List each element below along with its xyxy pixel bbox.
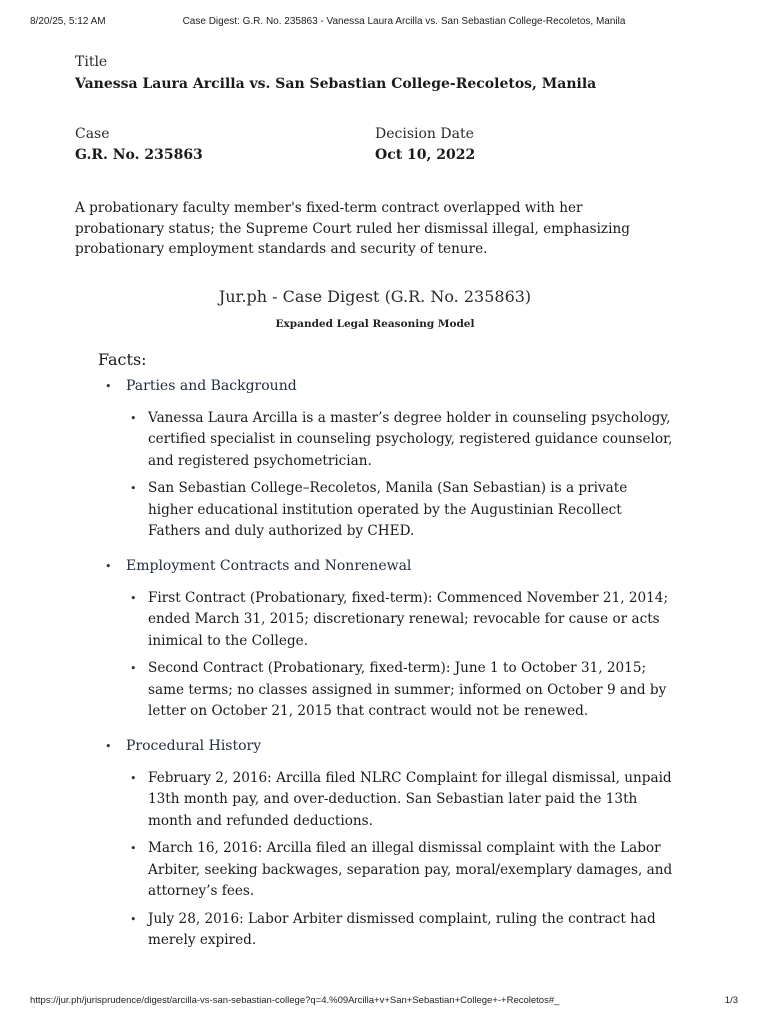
print-timestamp: 8/20/25, 5:12 AM <box>30 16 106 27</box>
facts-section <box>75 556 675 723</box>
section-label: • Parties and Background <box>126 377 297 394</box>
list-item: • March 16, 2016: Arcilla filed an illegal dismissal complaint with the Labor Arbiter, seeking backwages, separation pay, moral/exemplary damages, and attorney’s fees. <box>126 838 675 903</box>
case-number: G.R. No. 235863 <box>75 147 203 163</box>
title-block <box>75 52 675 95</box>
list-item: • Vanessa Laura Arcilla is a master’s degree holder in counseling psychology, certified specialist in counseling psychology, registered guidance counselor, and registered psychometrician. <box>126 408 675 473</box>
list-item: • Second Contract (Probationary, fixed-term): June 1 to October 31, 2015; same terms; no classes assigned in summer; informed on October 9 and by letter on October 21, 2015 that contract would not be renewed. <box>126 658 675 723</box>
list-item: • July 28, 2016: Labor Arbiter dismissed complaint, ruling the contract had merely expired. <box>126 909 675 952</box>
decision-date: Oct 10, 2022 <box>375 147 476 163</box>
case-number-block <box>75 124 375 166</box>
list-item: • First Contract (Probationary, fixed-term): Commenced November 21, 2014; ended March 31, 2015; discretionary renewal; revocable for cause or acts inimical to the College. <box>126 588 675 653</box>
bullet-list <box>126 768 675 952</box>
section-label: • Procedural History <box>126 737 262 754</box>
facts-sections <box>75 376 675 952</box>
print-url: https://jur.ph/jurisprudence/digest/arcilla-vs-san-sebastian-college?q=4.%09Arcilla+v+San+Sebastian+College+-+Recoletos#_ <box>30 995 560 1006</box>
facts-heading: Facts: <box>98 349 147 369</box>
facts-section <box>75 376 675 543</box>
case-title: Vanessa Laura Arcilla vs. San Sebastian College-Recoletos, Manila <box>75 76 597 92</box>
digest-title: Jur.ph - Case Digest (G.R. No. 235863) <box>218 286 532 306</box>
facts-section <box>75 736 675 952</box>
case-digest-content <box>75 50 675 965</box>
bullet-list <box>126 408 675 543</box>
decision-date-label: Decision Date <box>375 126 474 142</box>
page-number: 1/3 <box>724 995 738 1006</box>
case-summary: A probationary faculty member's fixed-term contract overlapped with her probationary status; the Supreme Court ruled her dismissal illegal, emphasizing probationary employment standards and security of tenure. <box>75 200 630 257</box>
section-label: • Employment Contracts and Nonrenewal <box>126 557 412 574</box>
digest-subtitle: Expanded Legal Reasoning Model <box>275 317 475 330</box>
list-item: • San Sebastian College–Recoletos, Manila (San Sebastian) is a private higher educational institution operated by the Augustinian Recollect Fathers and duly authorized by CHED. <box>126 478 675 543</box>
case-label: Case <box>75 126 110 142</box>
print-page-title: Case Digest: G.R. No. 235863 - Vanessa Laura Arcilla vs. San Sebastian College-Recoletos, Manila <box>182 16 626 27</box>
decision-date-block <box>375 124 675 166</box>
case-meta <box>75 124 675 166</box>
list-item: • February 2, 2016: Arcilla filed NLRC Complaint for illegal dismissal, unpaid 13th month pay, and over-deduction. San Sebastian later paid the 13th month and refunded deductions. <box>126 768 675 833</box>
bullet-list <box>126 588 675 723</box>
title-label: Title <box>75 54 108 70</box>
